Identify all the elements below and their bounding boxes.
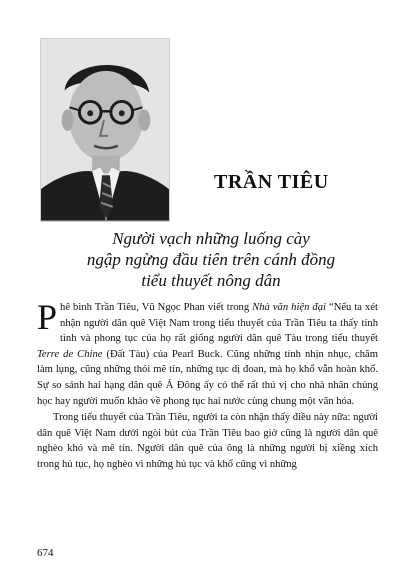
chapter-title: TRẦN TIÊU [214,171,329,193]
page-number: 674 [37,547,54,559]
drop-cap: P [37,297,58,337]
paragraph-1-part-c: (Đất Tàu) của Pearl Buck. Cũng những tính nhịn nhục, chăm làm lụng, cũng những thói mê tín, những tục dị đoan, mà họ khổ vẫn hoàn khổ. Sự so sánh hai hạng dân quê Á Đông ấy có thể rất thú vị cho nhà nhân chủng học hay người muốn khảo về phong tục hai nước cùng chung một văn hóa. [37,348,378,407]
subtitle-line-2: ngập ngừng đầu tiên trên cánh đồng [86,250,336,269]
paragraph-2: Trong tiểu thuyết của Trần Tiêu, người ta còn nhận thấy điều này nữa: người dân quê Việt Nam dưới ngòi bút của Trần Tiêu bao giờ cũng là người dân quê nghèo khó và mê tín. Người dân quê của ông là những người bị xiềng xích trong hủ tục, họ nghèo vì những hủ tục và khổ cũng vì những [37,412,378,470]
author-portrait [40,38,170,222]
book-title-terre-de-chine: Terre de Chine [37,348,103,360]
paragraph-1-part-a: hê bình Trần Tiêu, Vũ Ngọc Phan viết trong [60,302,253,313]
body-text [37,297,378,473]
book-title-nha-van-hien-dai: Nhà văn hiện đại [252,302,326,313]
subtitle-line-3: tiểu thuyết nông dân [141,271,281,290]
subtitle-line-1: Người vạch những luống cày [112,229,310,248]
paragraph-1-part-b: “Nếu ta xét nhận người dân quê Việt Nam trong tiểu thuyết của Trần Tiêu ta thấy tính tình và phong tục của họ rất giống người dân quê Tàu trong tiểu thuyết [60,302,378,345]
chapter-subtitle [56,228,366,291]
paragraph-1 [37,297,378,409]
portrait-photo-icon [41,39,169,221]
